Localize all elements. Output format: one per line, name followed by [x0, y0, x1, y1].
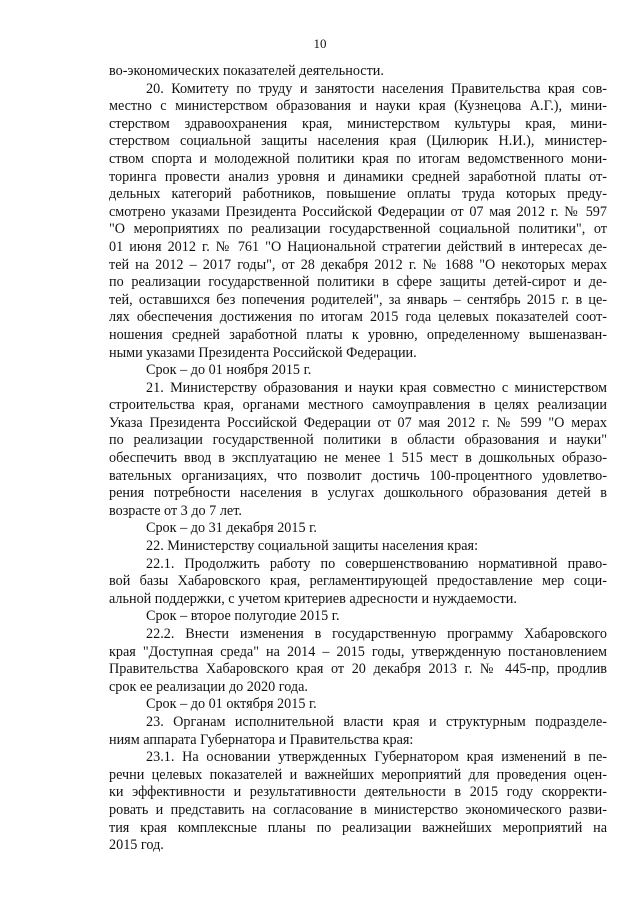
text-line: по реализации государственной политики в сфере защиты детей-сирот и де- [109, 274, 607, 291]
text-line: Указа Президента Российской Федерации от 07 мая 2012 г. № 599 "О мерах [109, 414, 607, 431]
text-line: тей, оставшихся без попечения родителей", за январь – сентябрь 2015 г. в це- [109, 291, 607, 308]
text-line: Срок – до 01 ноября 2015 г. [146, 362, 312, 379]
text-line: возрасте от 3 до 7 лет. [109, 502, 242, 519]
text-line: альной поддержки, с учетом критериев адресности и нуждаемости. [109, 590, 517, 607]
text-line: 22. Министерству социальной защиты населения края: [146, 538, 479, 555]
text-line: Срок – до 31 декабря 2015 г. [146, 520, 317, 537]
text-line: тей на 2012 – 2017 годы", от 28 декабря 2012 г. № 1688 "О некоторых мерах [109, 256, 607, 273]
text-line: 21. Министерству образования и науки края совместно с министерством [146, 379, 607, 396]
text-line: строительства края, органами местного самоуправления в целях реализации [109, 397, 607, 414]
text-line: ки эффективности и результативности деятельности в 2015 году скорректи- [109, 784, 607, 801]
text-line: рения потребности населения в услугах дошкольного образования детей в [109, 485, 607, 502]
text-line: во-экономических показателей деятельности. [109, 63, 384, 79]
text-line: Правительства Хабаровского края от 20 декабря 2013 г. № 445-пр, продлив [109, 661, 607, 678]
text-line: Срок – до 01 октября 2015 г. [146, 696, 317, 713]
text-line: Срок – второе полугодие 2015 г. [146, 608, 340, 625]
text-line: срок ее реализации до 2020 года. [109, 678, 308, 695]
text-line: ниям аппарата Губернатора и Правительства края: [109, 731, 414, 748]
document-body [109, 63, 607, 855]
text-line: смотрено указами Президента Российской Федерации от 07 мая 2012 г. № 597 [109, 203, 607, 220]
text-line: края "Доступная среда" на 2014 – 2015 годы, утвержденную постановлением [109, 643, 607, 660]
text-line: 01 июня 2012 г. № 761 "О Национальной стратегии действий в интересах де- [109, 238, 607, 255]
text-line: местно с министерством образования и науки края (Кузнецова А.Г.), мини- [109, 98, 607, 115]
text-line: 20. Комитету по труду и занятости населения Правительства края сов- [146, 80, 607, 97]
text-line: речни целевых показателей и важнейших мероприятий для проведения оцен- [109, 766, 607, 783]
text-line: ными указами Президента Российской Федерации. [109, 344, 417, 361]
text-line: вательных организациях, что позволит достичь 100-процентного удовлетво- [109, 467, 607, 484]
text-line: 23. Органам исполнительной власти края и структурным подразделе- [146, 713, 607, 730]
text-line: 2015 год. [109, 837, 164, 854]
text-line: стерством здравоохранения края, министерством культуры края, мини- [109, 115, 607, 132]
text-line: ством спорта и молодежной политики края по итогам ведомственного мони- [109, 150, 607, 167]
text-line: вой базы Хабаровского края, регламентирующей предоставление мер соци- [109, 573, 607, 590]
text-line: обеспечить ввод в эксплуатацию не менее 1 515 мест в дошкольных образо- [109, 450, 607, 467]
text-line: тия края комплексные планы по реализации важнейших мероприятий на [109, 819, 607, 836]
text-line: стерством социальной защиты населения края (Цилюрик Н.И.), министер- [109, 133, 607, 150]
text-line: лях обеспечения достижения по итогам 2015 года целевых показателей соот- [109, 309, 607, 326]
page-number: 10 [313, 36, 327, 51]
text-line: "О мероприятиях по реализации государственной социальной политики", от [109, 221, 607, 238]
text-line: по реализации государственной политики в области образования и науки" [109, 432, 607, 449]
text-line: ровать и представить на согласование в министерство экономического разви- [109, 801, 607, 818]
text-line: 23.1. На основании утвержденных Губернатором края изменений в пе- [146, 749, 607, 766]
text-line: ношения средней заработной платы к уровню, определенному вышеназван- [109, 326, 607, 343]
text-line: дельных категорий работников, повышение оплаты труда которых преду- [109, 186, 607, 203]
text-line: торинга провести анализ уровня и динамики средней заработной платы от- [109, 168, 607, 185]
text-line: 22.2. Внести изменения в государственную программу Хабаровского [146, 626, 607, 642]
text-line: 22.1. Продолжить работу по совершенствованию нормативной право- [146, 555, 607, 572]
